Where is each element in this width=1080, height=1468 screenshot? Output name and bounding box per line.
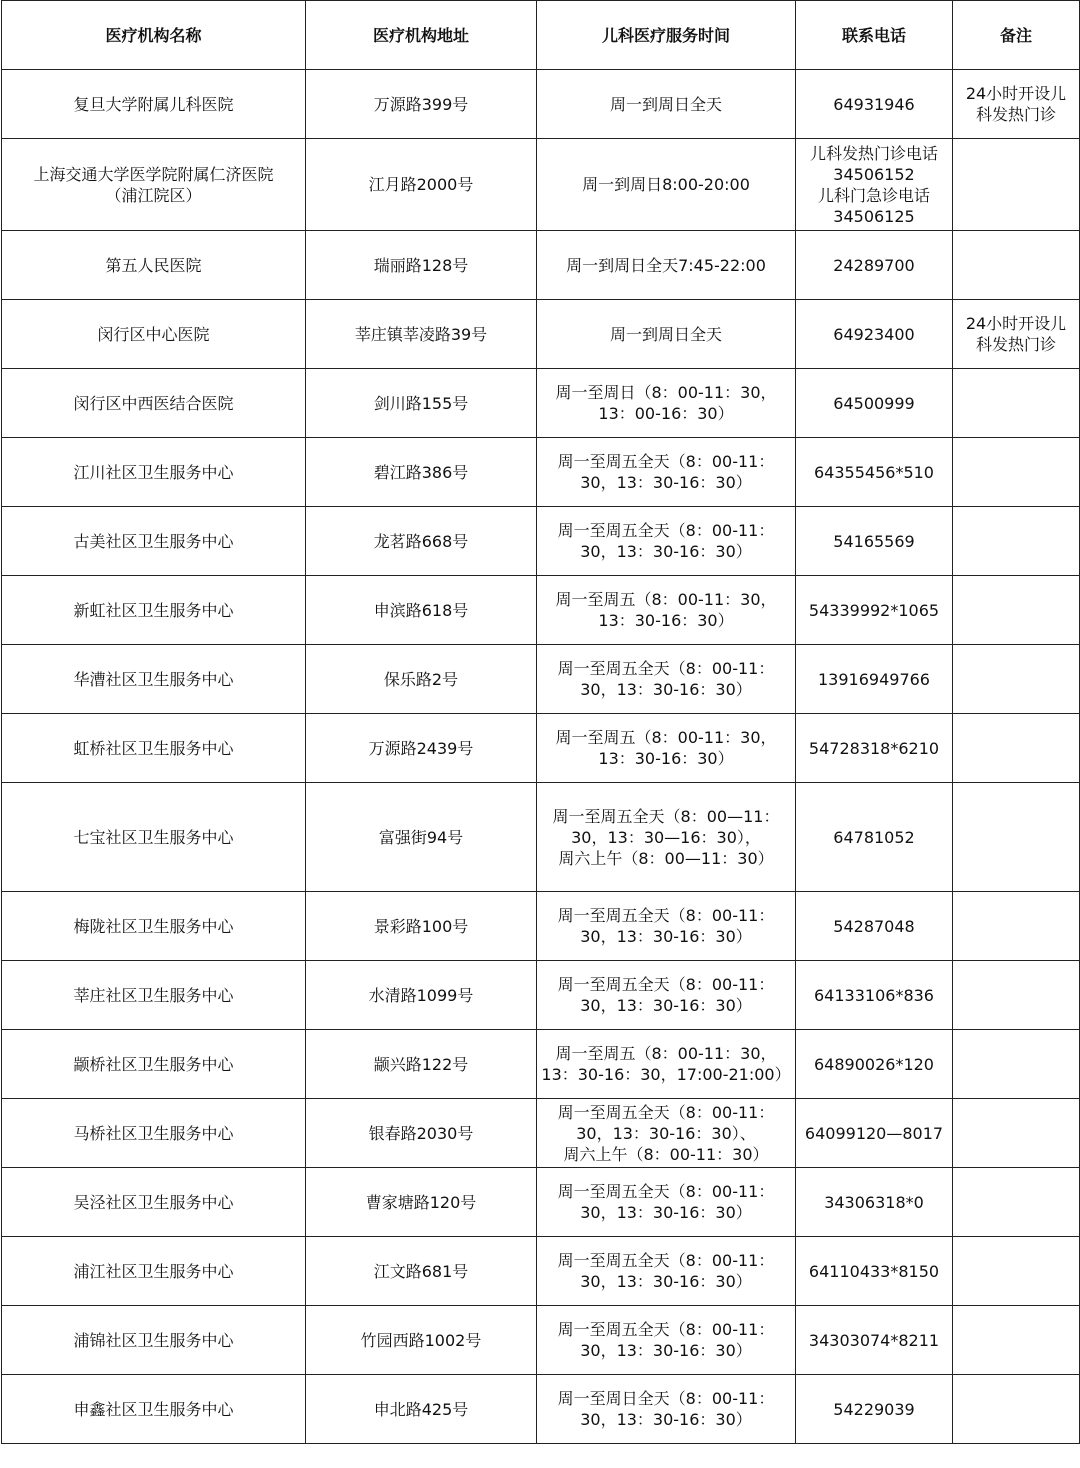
cell-phone: 64133106*836 <box>796 961 953 1030</box>
cell-note: 24小时开设儿 科发热门诊 <box>953 70 1080 139</box>
cell-address: 申滨路618号 <box>306 576 537 645</box>
header-phone: 联系电话 <box>796 1 953 70</box>
cell-phone: 64781052 <box>796 783 953 892</box>
cell-hours: 周一至周五全天（8：00-11： 30，13：30-16：30） <box>537 1237 796 1306</box>
cell-phone: 54229039 <box>796 1375 953 1444</box>
cell-address: 剑川路155号 <box>306 369 537 438</box>
table-row <box>2 645 1080 714</box>
table-row <box>2 507 1080 576</box>
table-row <box>2 1306 1080 1375</box>
cell-note <box>953 1099 1080 1168</box>
cell-address: 水清路1099号 <box>306 961 537 1030</box>
cell-phone: 儿科发热门诊电话 34506152 儿科门急诊电话 34506125 <box>796 139 953 231</box>
table-header <box>2 1 1080 70</box>
table-row <box>2 300 1080 369</box>
table-row <box>2 369 1080 438</box>
cell-address: 碧江路386号 <box>306 438 537 507</box>
table-row <box>2 783 1080 892</box>
cell-note <box>953 892 1080 961</box>
table-row <box>2 1168 1080 1237</box>
cell-note <box>953 714 1080 783</box>
cell-address: 万源路2439号 <box>306 714 537 783</box>
table-body <box>2 70 1080 1444</box>
cell-note <box>953 1375 1080 1444</box>
header-name: 医疗机构名称 <box>2 1 306 70</box>
cell-address: 江文路681号 <box>306 1237 537 1306</box>
table-row <box>2 231 1080 300</box>
cell-hours: 周一至周五全天（8：00-11： 30，13：30-16：30） <box>537 507 796 576</box>
cell-address: 瑞丽路128号 <box>306 231 537 300</box>
cell-address: 竹园西路1002号 <box>306 1306 537 1375</box>
cell-address: 龙茗路668号 <box>306 507 537 576</box>
table-row <box>2 576 1080 645</box>
cell-note <box>953 961 1080 1030</box>
table-row <box>2 961 1080 1030</box>
cell-name: 闵行区中心医院 <box>2 300 306 369</box>
table-row <box>2 139 1080 231</box>
cell-phone: 24289700 <box>796 231 953 300</box>
cell-name: 莘庄社区卫生服务中心 <box>2 961 306 1030</box>
cell-note: 24小时开设儿 科发热门诊 <box>953 300 1080 369</box>
header-row <box>2 1 1080 70</box>
cell-name: 上海交通大学医学院附属仁济医院 （浦江院区） <box>2 139 306 231</box>
cell-name: 申鑫社区卫生服务中心 <box>2 1375 306 1444</box>
cell-hours: 周一到周日全天 <box>537 70 796 139</box>
cell-hours: 周一至周五全天（8：00-11： 30，13：30-16：30）、 周六上午（8：00-11：30） <box>537 1099 796 1168</box>
cell-hours: 周一到周日全天7:45-22:00 <box>537 231 796 300</box>
cell-address: 莘庄镇莘凌路39号 <box>306 300 537 369</box>
cell-address: 富强街94号 <box>306 783 537 892</box>
cell-name: 新虹社区卫生服务中心 <box>2 576 306 645</box>
cell-phone: 64110433*8150 <box>796 1237 953 1306</box>
table-row <box>2 714 1080 783</box>
cell-address: 银春路2030号 <box>306 1099 537 1168</box>
table-row <box>2 438 1080 507</box>
cell-note <box>953 1168 1080 1237</box>
cell-phone: 54728318*6210 <box>796 714 953 783</box>
cell-note <box>953 1306 1080 1375</box>
cell-phone: 64099120—8017 <box>796 1099 953 1168</box>
cell-hours: 周一至周五全天（8：00-11： 30，13：30-16：30） <box>537 892 796 961</box>
cell-phone: 34306318*0 <box>796 1168 953 1237</box>
cell-note <box>953 507 1080 576</box>
cell-phone: 64931946 <box>796 70 953 139</box>
cell-hours: 周一至周日（8：00-11：30， 13：00-16：30） <box>537 369 796 438</box>
cell-address: 申北路425号 <box>306 1375 537 1444</box>
table-row <box>2 1375 1080 1444</box>
cell-phone: 64355456*510 <box>796 438 953 507</box>
cell-note <box>953 1237 1080 1306</box>
cell-phone: 13916949766 <box>796 645 953 714</box>
cell-name: 吴泾社区卫生服务中心 <box>2 1168 306 1237</box>
cell-name: 浦锦社区卫生服务中心 <box>2 1306 306 1375</box>
cell-address: 江月路2000号 <box>306 139 537 231</box>
cell-phone: 54287048 <box>796 892 953 961</box>
cell-hours: 周一至周日全天（8：00-11： 30，13：30-16：30） <box>537 1375 796 1444</box>
cell-hours: 周一至周五全天（8：00-11： 30，13：30-16：30） <box>537 1168 796 1237</box>
hospital-table <box>1 0 1080 1444</box>
cell-hours: 周一至周五全天（8：00-11： 30，13：30-16：30） <box>537 961 796 1030</box>
cell-hours: 周一到周日全天 <box>537 300 796 369</box>
cell-note <box>953 783 1080 892</box>
cell-phone: 34303074*8211 <box>796 1306 953 1375</box>
table-row <box>2 892 1080 961</box>
cell-name: 梅陇社区卫生服务中心 <box>2 892 306 961</box>
cell-name: 江川社区卫生服务中心 <box>2 438 306 507</box>
cell-name: 闵行区中西医结合医院 <box>2 369 306 438</box>
cell-name: 第五人民医院 <box>2 231 306 300</box>
cell-note <box>953 369 1080 438</box>
cell-note <box>953 438 1080 507</box>
cell-name: 华漕社区卫生服务中心 <box>2 645 306 714</box>
cell-address: 景彩路100号 <box>306 892 537 961</box>
cell-hours: 周一到周日8:00-20:00 <box>537 139 796 231</box>
cell-address: 曹家塘路120号 <box>306 1168 537 1237</box>
cell-address: 保乐路2号 <box>306 645 537 714</box>
table-row <box>2 1237 1080 1306</box>
cell-hours: 周一至周五（8：00-11：30， 13：30-16：30，17:00-21:00） <box>537 1030 796 1099</box>
cell-address: 颛兴路122号 <box>306 1030 537 1099</box>
cell-hours: 周一至周五（8：00-11：30， 13：30-16：30） <box>537 714 796 783</box>
cell-phone: 64890026*120 <box>796 1030 953 1099</box>
table-row <box>2 70 1080 139</box>
header-hours: 儿科医疗服务时间 <box>537 1 796 70</box>
cell-note <box>953 576 1080 645</box>
cell-name: 古美社区卫生服务中心 <box>2 507 306 576</box>
cell-phone: 54339992*1065 <box>796 576 953 645</box>
cell-note <box>953 645 1080 714</box>
cell-phone: 64500999 <box>796 369 953 438</box>
header-note: 备注 <box>953 1 1080 70</box>
cell-name: 马桥社区卫生服务中心 <box>2 1099 306 1168</box>
table-row <box>2 1030 1080 1099</box>
cell-hours: 周一至周五全天（8：00-11： 30，13：30-16：30） <box>537 645 796 714</box>
cell-hours: 周一至周五（8：00-11：30， 13：30-16：30） <box>537 576 796 645</box>
cell-name: 七宝社区卫生服务中心 <box>2 783 306 892</box>
cell-hours: 周一至周五全天（8：00-11： 30，13：30-16：30） <box>537 1306 796 1375</box>
cell-hours: 周一至周五全天（8：00-11： 30，13：30-16：30） <box>537 438 796 507</box>
cell-note <box>953 1030 1080 1099</box>
header-address: 医疗机构地址 <box>306 1 537 70</box>
cell-address: 万源路399号 <box>306 70 537 139</box>
cell-note <box>953 231 1080 300</box>
cell-name: 浦江社区卫生服务中心 <box>2 1237 306 1306</box>
table-row <box>2 1099 1080 1168</box>
cell-name: 虹桥社区卫生服务中心 <box>2 714 306 783</box>
cell-note <box>953 139 1080 231</box>
cell-name: 复旦大学附属儿科医院 <box>2 70 306 139</box>
cell-name: 颛桥社区卫生服务中心 <box>2 1030 306 1099</box>
cell-phone: 64923400 <box>796 300 953 369</box>
cell-hours: 周一至周五全天（8：00—11： 30，13：30—16：30）， 周六上午（8：00—11：30） <box>537 783 796 892</box>
cell-phone: 54165569 <box>796 507 953 576</box>
